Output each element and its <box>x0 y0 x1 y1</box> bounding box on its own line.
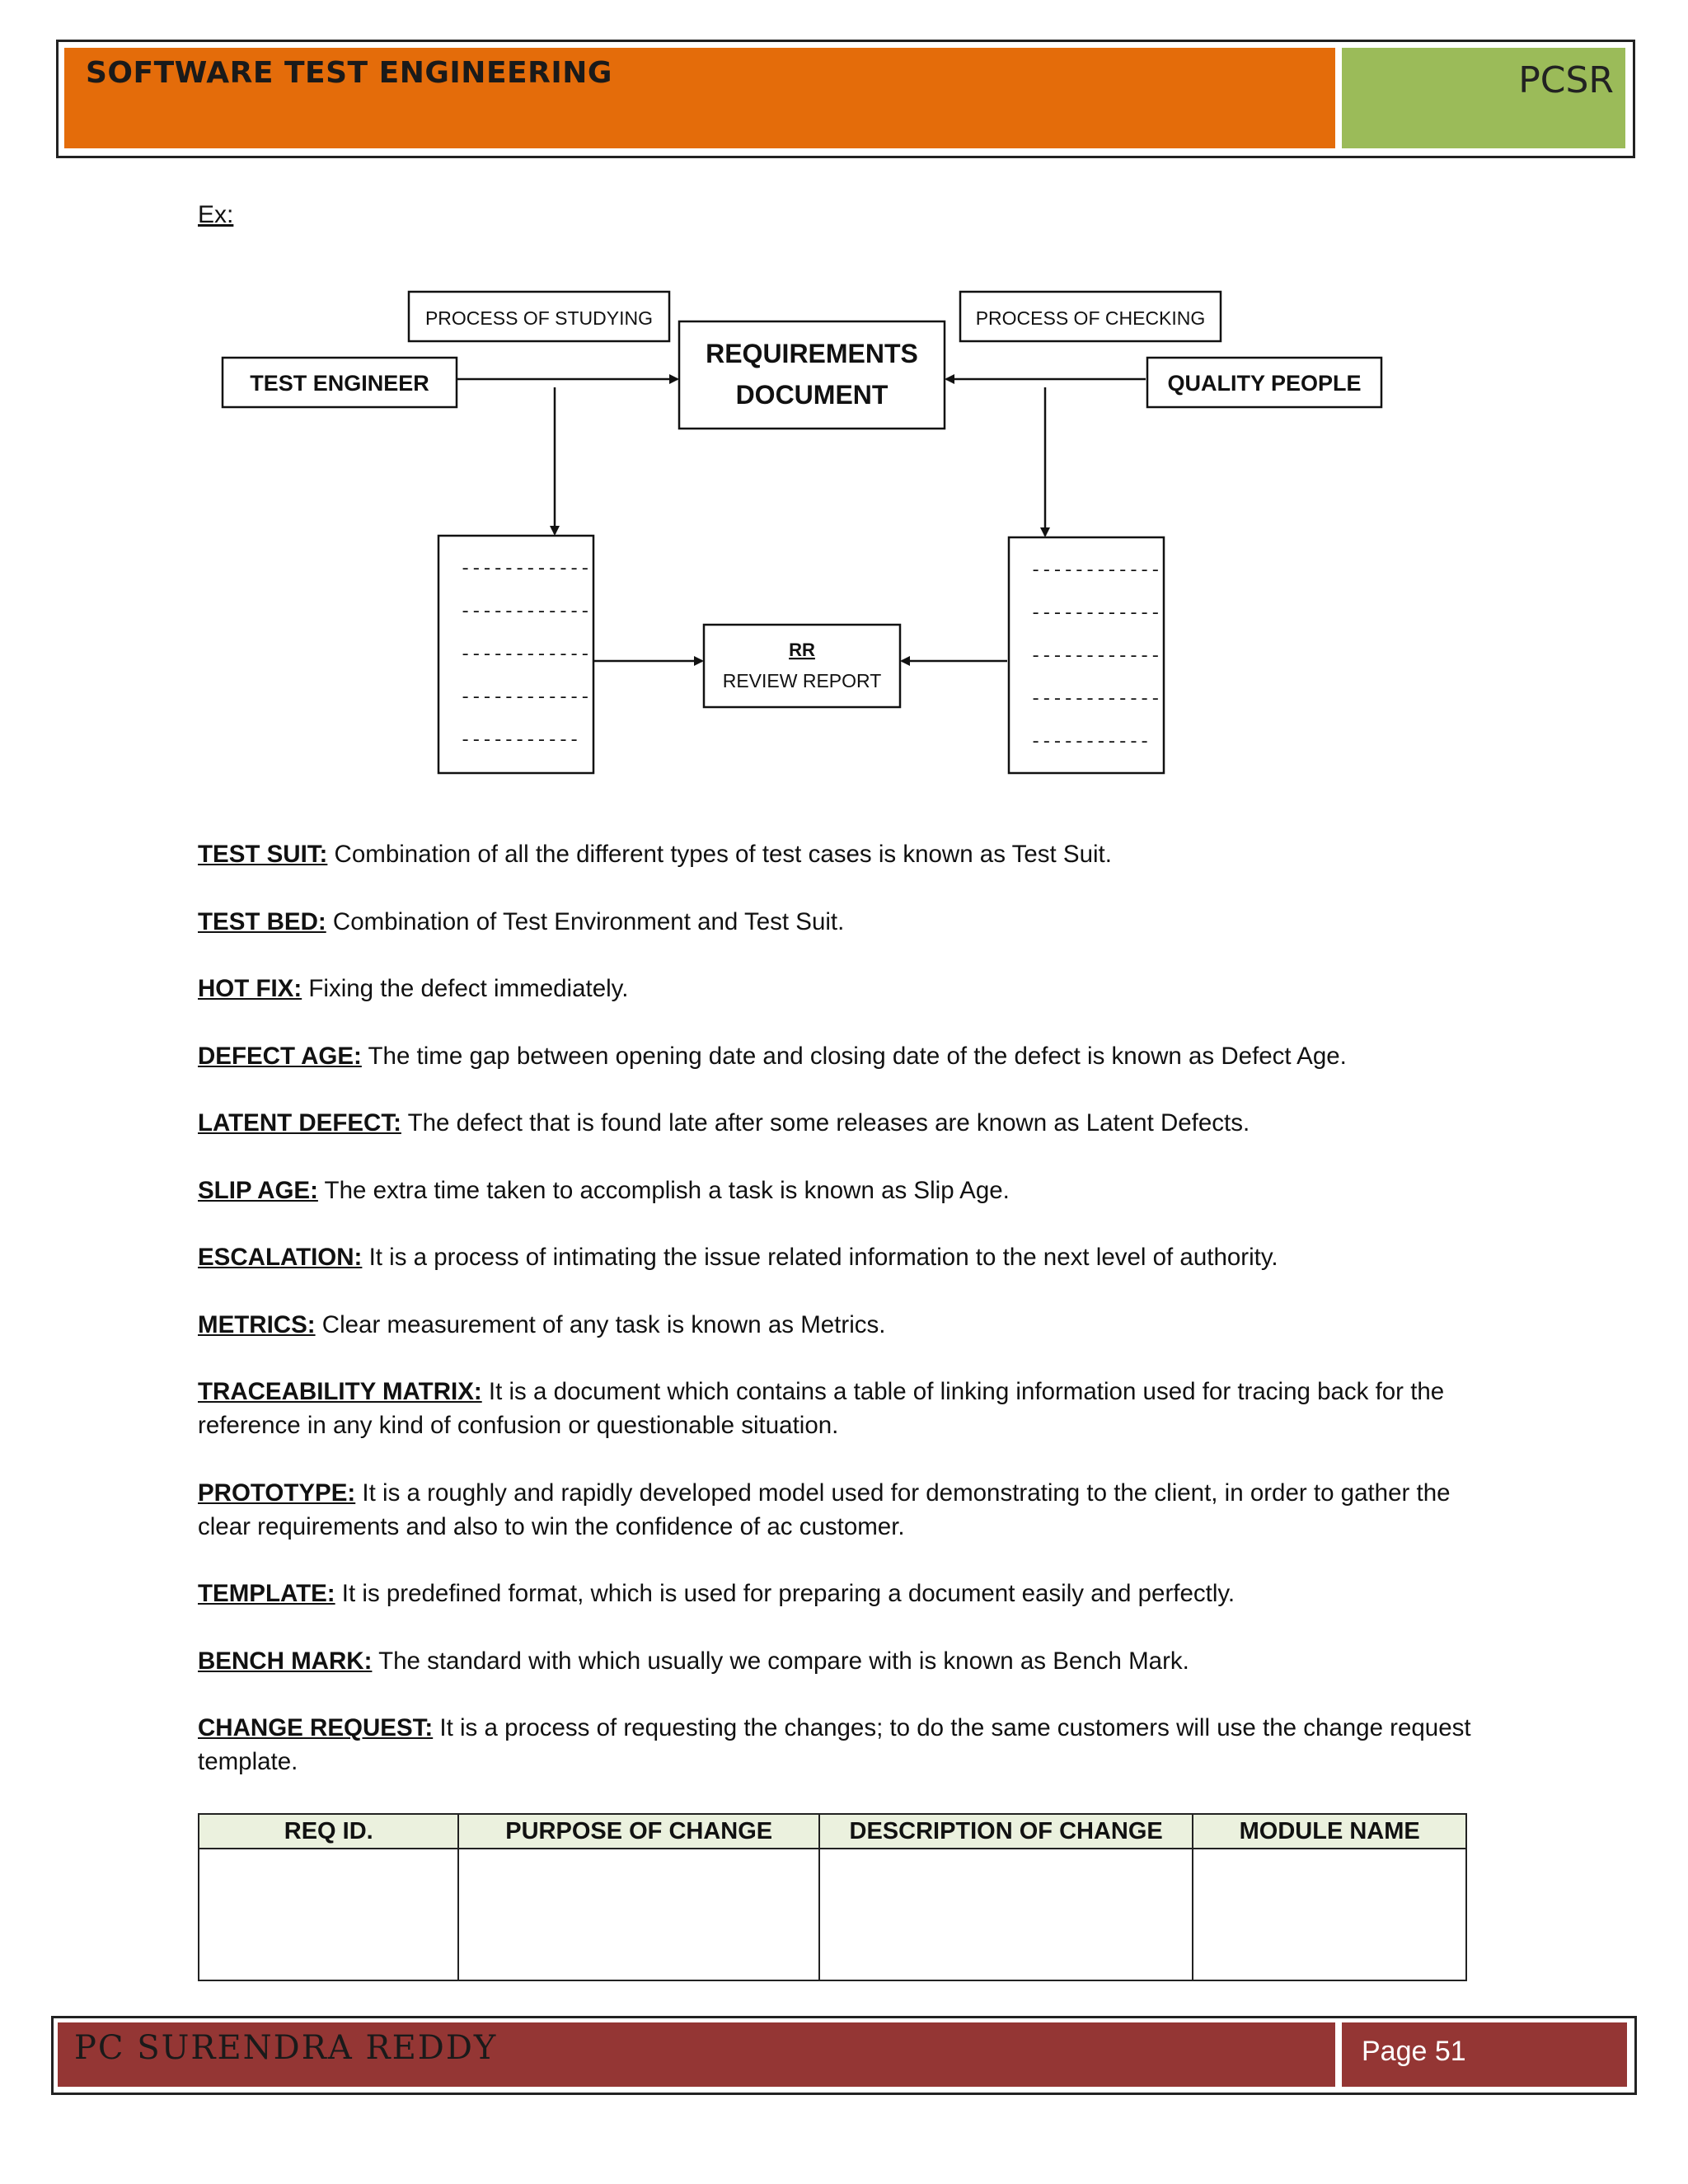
requirements-label-line1: REQUIREMENTS <box>706 339 918 368</box>
definition-item <box>198 1476 1500 1544</box>
requirements-label-line2: DOCUMENT <box>735 380 889 410</box>
right-doc-line: ------------ <box>1030 689 1161 710</box>
definition-term: TEMPLATE: <box>198 1580 335 1607</box>
right-doc-line: ----------- <box>1030 732 1151 752</box>
review-process-diagram <box>0 0 1688 824</box>
test-engineer-label: TEST ENGINEER <box>250 371 429 396</box>
left-doc-line: ------------ <box>460 687 591 708</box>
definition-text: The extra time taken to accomplish a task is known as Slip Age. <box>317 1176 1010 1204</box>
definition-item <box>198 1039 1500 1073</box>
definition-text: Combination of all the different types of test cases is known as Test Suit. <box>327 841 1112 868</box>
table-cell <box>199 1849 458 1980</box>
right-doc-line: ------------ <box>1030 603 1161 624</box>
definition-item <box>198 972 1500 1005</box>
change-request-table <box>198 1813 1467 1981</box>
definition-term: ESCALATION: <box>198 1244 363 1271</box>
table-cell <box>458 1849 818 1980</box>
definition-item <box>198 1711 1500 1779</box>
footer-author: PC SURENDRA REDDY <box>74 2029 498 2067</box>
definition-text: The standard with which usually we compare with is known as Bench Mark. <box>372 1647 1189 1675</box>
definition-item <box>198 1375 1500 1442</box>
left-doc-line: ------------ <box>460 644 591 665</box>
example-label: Ex: <box>198 201 234 228</box>
left-doc-line: ----------- <box>460 730 580 751</box>
definition-term: SLIP AGE: <box>198 1176 318 1204</box>
definition-term: TEST SUIT: <box>198 841 328 868</box>
definition-term: CHANGE REQUEST: <box>198 1714 434 1741</box>
table-cell <box>1193 1849 1466 1980</box>
definition-text: It is a document which contains a table of linking information used for tracing back for the reference in any kind of confusion or questionable situation. <box>198 1378 1445 1439</box>
review-report-box <box>704 625 900 707</box>
definition-item <box>198 1174 1500 1207</box>
quality-people-label: QUALITY PEOPLE <box>1167 371 1362 396</box>
definition-term: BENCH MARK: <box>198 1647 373 1675</box>
definition-term: LATENT DEFECT: <box>198 1109 401 1137</box>
rr-full-label: REVIEW REPORT <box>722 670 882 691</box>
definition-term: PROTOTYPE: <box>198 1479 356 1507</box>
header-brand: PCSR <box>1518 59 1614 101</box>
definition-text: It is a process of requesting the changes; to do the same customers will use the change request template. <box>198 1714 1471 1775</box>
table-cell <box>819 1849 1193 1980</box>
definition-term: HOT FIX: <box>198 975 302 1002</box>
definition-text: It is predefined format, which is used for preparing a document easily and perfectly. <box>335 1580 1236 1607</box>
header-title: SOFTWARE TEST ENGINEERING <box>86 56 612 90</box>
column-header: REQ ID. <box>199 1814 458 1849</box>
process-checking-label: PROCESS OF CHECKING <box>975 307 1206 329</box>
definition-term: TRACEABILITY MATRIX: <box>198 1378 482 1405</box>
definition-item <box>198 905 1500 939</box>
definition-text: Fixing the defect immediately. <box>302 975 629 1002</box>
definitions-list <box>198 837 1500 1812</box>
requirements-document-box <box>679 321 945 429</box>
definition-item <box>198 1644 1500 1678</box>
page-number: Page 51 <box>1362 2036 1466 2067</box>
left-doc-line: ------------ <box>460 602 591 622</box>
definition-term: METRICS: <box>198 1310 316 1338</box>
column-header: MODULE NAME <box>1193 1814 1466 1849</box>
column-header: PURPOSE OF CHANGE <box>458 1814 818 1849</box>
definition-item <box>198 1308 1500 1342</box>
definition-item <box>198 1577 1500 1610</box>
left-doc-line: ------------ <box>460 559 591 579</box>
definition-text: It is a process of intimating the issue related information to the next level of authority. <box>362 1244 1278 1271</box>
definition-text: Clear measurement of any task is known as Metrics. <box>315 1310 886 1338</box>
definition-term: TEST BED: <box>198 907 326 935</box>
definition-item <box>198 1106 1500 1140</box>
process-studying-label: PROCESS OF STUDYING <box>424 307 654 329</box>
definition-term: DEFECT AGE: <box>198 1042 362 1070</box>
definition-text: The time gap between opening date and closing date of the defect is known as Defect Age. <box>361 1042 1347 1070</box>
rr-abbr-label: RR <box>789 640 815 660</box>
definition-text: Combination of Test Environment and Test Suit. <box>326 907 845 935</box>
definition-text: The defect that is found late after some releases are known as Latent Defects. <box>401 1109 1250 1137</box>
definition-item <box>198 837 1500 871</box>
right-doc-line: ------------ <box>1030 560 1161 581</box>
definition-item <box>198 1240 1500 1274</box>
right-doc-line: ------------ <box>1030 646 1161 667</box>
definition-text: It is a roughly and rapidly developed model used for demonstrating to the client, in order to gather the clear requirements and also to win the confidence of ac customer. <box>198 1479 1451 1540</box>
table-header-row <box>199 1814 1466 1849</box>
table-row <box>199 1849 1466 1980</box>
column-header: DESCRIPTION OF CHANGE <box>819 1814 1193 1849</box>
